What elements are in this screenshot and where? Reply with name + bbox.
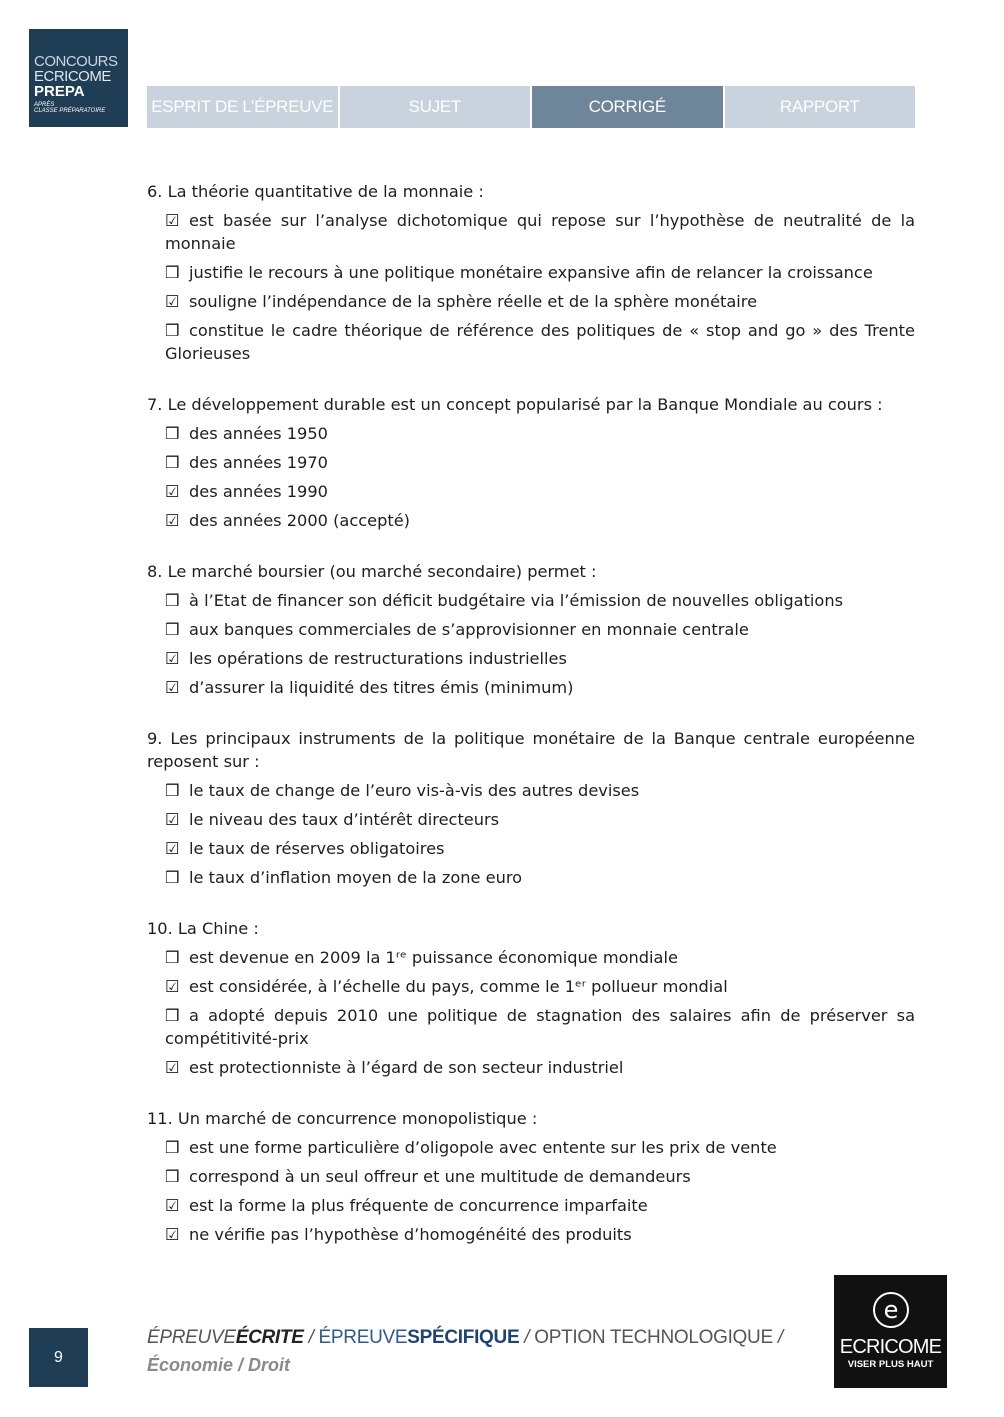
option-text: est devenue en 2009 la 1ʳᵉ puissance économique mondiale: [189, 948, 678, 967]
section-tabs: [147, 86, 915, 128]
footer-option: OPTION TECHNOLOGIQUE: [534, 1327, 773, 1348]
unchecked-box-icon: ❒: [165, 591, 180, 610]
questions-list: [147, 180, 915, 1274]
option-text: le niveau des taux d’intérêt directeurs: [189, 810, 500, 829]
unchecked-box-icon: ❒: [165, 781, 180, 800]
logo-line-ecricome: ECRICOME: [34, 68, 111, 85]
option-text: le taux d’inflation moyen de la zone euro: [189, 868, 523, 887]
answer-option: [165, 209, 915, 255]
question-block: [147, 393, 915, 532]
answer-option: [165, 1194, 915, 1217]
ecricome-brand-logo: [834, 1275, 947, 1388]
option-text: souligne l’indépendance de la sphère réelle et de la sphère monétaire: [189, 292, 758, 311]
logo-line-concours: CONCOURS: [34, 53, 118, 70]
question-title: 10. La Chine :: [147, 919, 259, 938]
answer-option: [165, 480, 915, 503]
answer-option: [165, 676, 915, 699]
unchecked-box-icon: ❒: [165, 1138, 180, 1157]
checked-box-icon: ☑: [165, 1225, 180, 1244]
unchecked-box-icon: ❒: [165, 424, 180, 443]
answer-option: [165, 589, 915, 612]
concours-ecricome-prepa-logo: [29, 29, 128, 127]
option-text: justifie le recours à une politique monétaire expansive afin de relancer la croissance: [189, 263, 873, 282]
footer-sep: /: [303, 1327, 319, 1348]
footer-specifique: SPÉCIFIQUE: [407, 1327, 520, 1348]
answer-option: [165, 319, 915, 365]
answer-option: [165, 1004, 915, 1050]
option-text: est protectionniste à l’égard de son secteur industriel: [189, 1058, 624, 1077]
option-text: aux banques commerciales de s’approvisionner en monnaie centrale: [189, 620, 749, 639]
checked-box-icon: ☑: [165, 511, 180, 530]
question-title: 11. Un marché de concurrence monopolistique :: [147, 1109, 538, 1128]
answer-option: [165, 808, 915, 831]
unchecked-box-icon: ❒: [165, 453, 180, 472]
checked-box-icon: ☑: [165, 292, 180, 311]
unchecked-box-icon: ❒: [165, 948, 180, 967]
option-text: a adopté depuis 2010 une politique de stagnation des salaires afin de préserver sa compétitivité-prix: [165, 1006, 915, 1048]
tab-rapport[interactable]: RAPPORT: [725, 86, 916, 128]
option-text: des années 1970: [189, 453, 328, 472]
checked-box-icon: ☑: [165, 810, 180, 829]
checked-box-icon: ☑: [165, 649, 180, 668]
unchecked-box-icon: ❒: [165, 1006, 180, 1025]
answer-option: [165, 946, 915, 969]
brand-tagline: VISER PLUS HAUT: [847, 1359, 934, 1370]
option-text: ne vérifie pas l’hypothèse d’homogénéité des produits: [189, 1225, 632, 1244]
answer-option: [165, 451, 915, 474]
option-text: d’assurer la liquidité des titres émis (minimum): [189, 678, 574, 697]
logo-line-classe: CLASSE PRÉPARATOIRE: [34, 108, 106, 114]
answer-option: [165, 837, 915, 860]
answer-option: [165, 422, 915, 445]
question-title: 8. Le marché boursier (ou marché secondaire) permet :: [147, 562, 597, 581]
ecricome-e-icon: e: [873, 1292, 909, 1328]
option-text: est considérée, à l’échelle du pays, comme le 1ᵉʳ pollueur mondial: [189, 977, 728, 996]
answer-option: [165, 975, 915, 998]
option-text: constitue le cadre théorique de référence des politiques de « stop and go » des Trente Glorieuses: [165, 321, 915, 363]
unchecked-box-icon: ❒: [165, 263, 180, 282]
logo-line-apres: APRÈS: [34, 102, 55, 108]
option-text: est basée sur l’analyse dichotomique qui repose sur l’hypothèse de neutralité de la monnaie: [165, 211, 915, 253]
option-text: le taux de change de l’euro vis-à-vis des autres devises: [189, 781, 640, 800]
checked-box-icon: ☑: [165, 1058, 180, 1077]
question-title: 7. Le développement durable est un concept popularisé par la Banque Mondiale au cours :: [147, 395, 883, 414]
answer-option: [165, 290, 915, 313]
option-text: le taux de réserves obligatoires: [189, 839, 445, 858]
question-title: 6. La théorie quantitative de la monnaie :: [147, 182, 484, 201]
option-text: est la forme la plus fréquente de concurrence imparfaite: [189, 1196, 648, 1215]
checked-box-icon: ☑: [165, 1196, 180, 1215]
unchecked-box-icon: ❒: [165, 321, 180, 340]
answer-option: [165, 866, 915, 889]
answer-option: [165, 261, 915, 284]
question-title: 9. Les principaux instruments de la politique monétaire de la Banque centrale européenne reposent sur :: [147, 729, 915, 771]
tab-corrige[interactable]: CORRIGÉ: [532, 86, 723, 128]
footer-subject: Économie / Droit: [147, 1355, 291, 1375]
question-block: [147, 1107, 915, 1246]
unchecked-box-icon: ❒: [165, 868, 180, 887]
unchecked-box-icon: ❒: [165, 1167, 180, 1186]
option-text: des années 1950: [189, 424, 328, 443]
footer-title: [147, 1327, 783, 1349]
page-number: 9: [29, 1328, 88, 1387]
footer-epreuve: ÉPREUVE: [147, 1327, 236, 1348]
answer-option: [165, 509, 915, 532]
checked-box-icon: ☑: [165, 211, 180, 230]
option-text: les opérations de restructurations industrielles: [189, 649, 567, 668]
footer-ecrite: ÉCRITE: [235, 1327, 304, 1348]
question-block: [147, 560, 915, 699]
tab-esprit[interactable]: ESPRIT DE L’ÉPREUVE: [147, 86, 338, 128]
unchecked-box-icon: ❒: [165, 620, 180, 639]
brand-name: ECRICOME: [839, 1336, 942, 1358]
option-text: des années 2000 (accepté): [189, 511, 410, 530]
checked-box-icon: ☑: [165, 839, 180, 858]
tab-sujet[interactable]: SUJET: [340, 86, 531, 128]
footer-sep: /: [519, 1327, 535, 1348]
answer-option: [165, 1056, 915, 1079]
question-block: [147, 917, 915, 1079]
option-text: à l’Etat de financer son déficit budgétaire via l’émission de nouvelles obligations: [189, 591, 844, 610]
question-block: [147, 727, 915, 889]
checked-box-icon: ☑: [165, 482, 180, 501]
answer-option: [165, 1136, 915, 1159]
answer-option: [165, 618, 915, 641]
answer-option: [165, 647, 915, 670]
logo-line-prepa: PREPA: [34, 83, 85, 100]
question-block: [147, 180, 915, 365]
option-text: est une forme particulière d’oligopole avec entente sur les prix de vente: [189, 1138, 777, 1157]
answer-option: [165, 1223, 915, 1246]
answer-option: [165, 1165, 915, 1188]
checked-box-icon: ☑: [165, 977, 180, 996]
option-text: des années 1990: [189, 482, 328, 501]
option-text: correspond à un seul offreur et une multitude de demandeurs: [189, 1167, 691, 1186]
footer-sep: /: [772, 1327, 783, 1348]
answer-option: [165, 779, 915, 802]
checked-box-icon: ☑: [165, 678, 180, 697]
footer-epreuve2: ÉPREUVE: [318, 1327, 408, 1348]
